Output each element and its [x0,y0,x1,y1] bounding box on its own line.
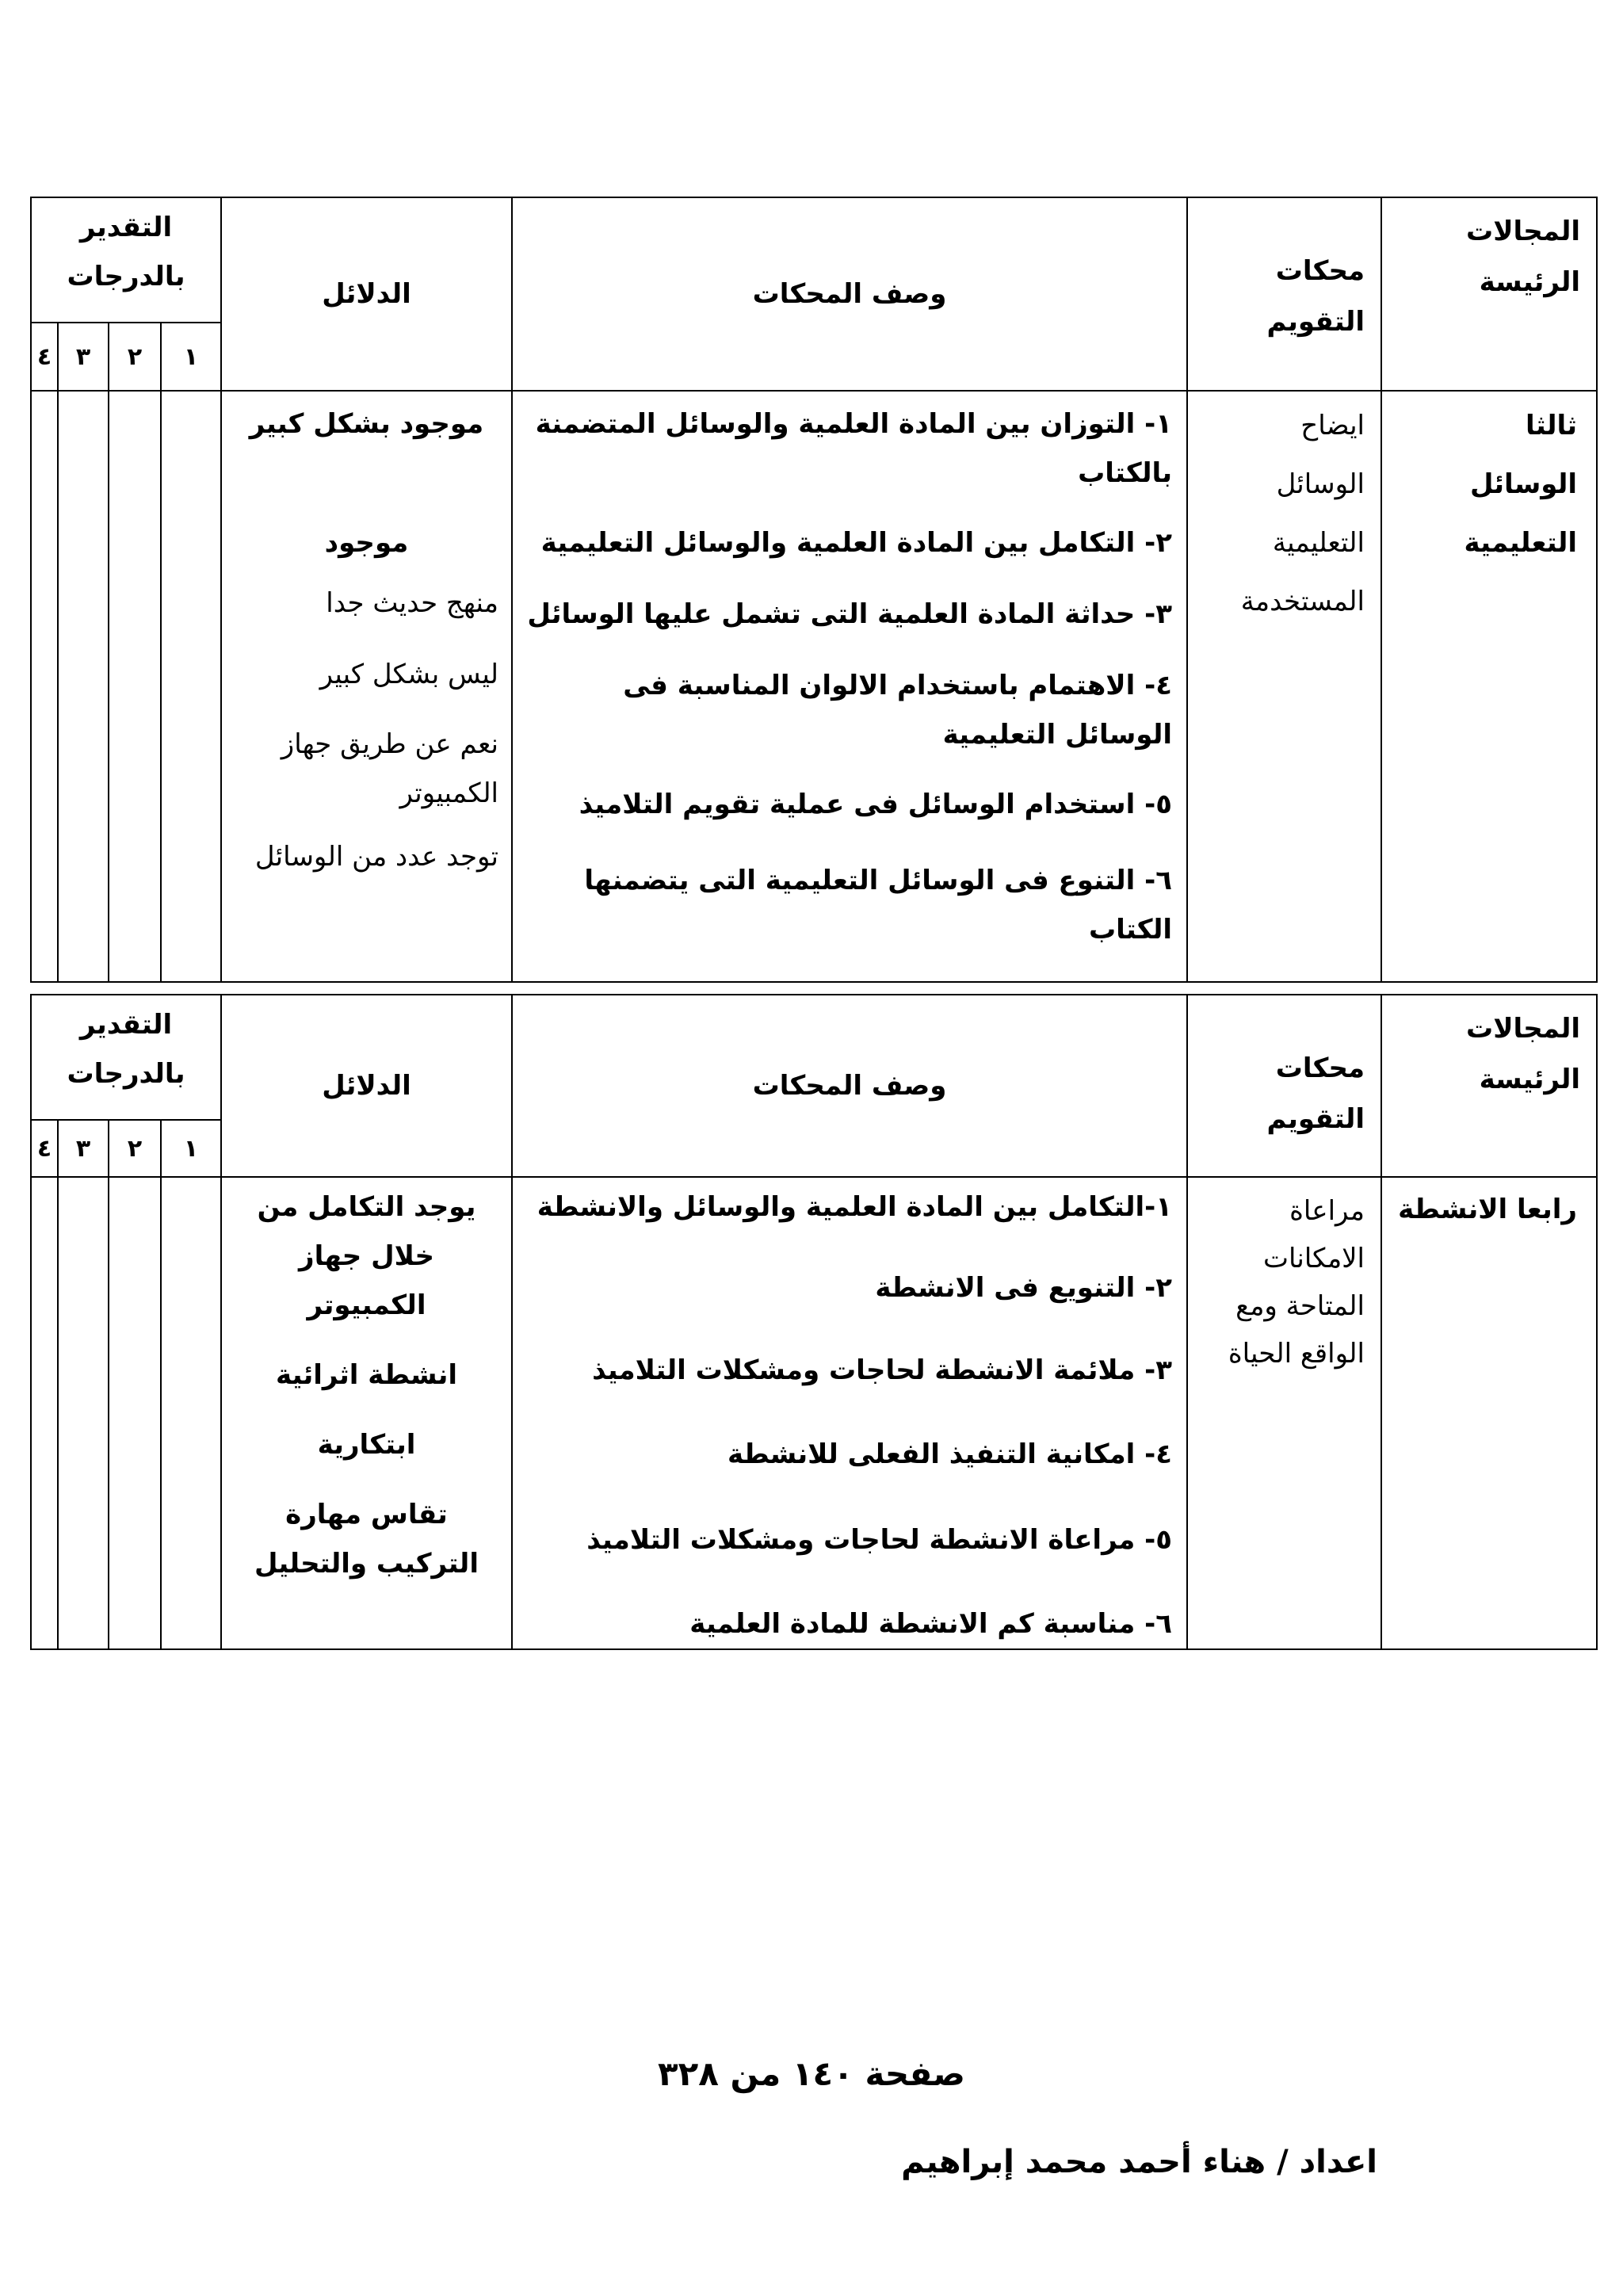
grade-2: ٢ [109,1120,161,1177]
criterion-item: ٤- امكانية التنفيذ الفعلى للانشطة [727,1438,1172,1470]
grade-cell [31,391,58,982]
evidence-item: ليس بشكل كبير [319,659,498,690]
grade-4: ٤ [31,323,58,391]
evidence-item: نعم عن طريق جهاز الكمبيوتر [281,728,498,809]
criterion-item: ١- التوزان بين المادة العلمية والوسائل المتضمنة بالكتاب [535,408,1172,489]
grade-cell [58,391,109,982]
section4-majal: رابعا الانشطة [1381,1177,1597,1649]
evidence-item: انشطة اثرائية [275,1359,458,1391]
section4-criteria [512,1177,1187,1649]
section3-criteria [512,391,1187,982]
grade-1: ١ [161,323,221,391]
section3-majal: ثالثا الوسائل التعليمية [1381,391,1597,982]
header-taqdir: التقدير بالدرجات [31,995,221,1120]
evaluation-table-section3 [30,197,1598,983]
criterion-item: ٥- مراعاة الانشطة لحاجات ومشكلات التلاميذ [586,1524,1172,1556]
criterion-item: ٦- مناسبة كم الانشطة للمادة العلمية [689,1608,1172,1640]
grade-cell [109,391,161,982]
evidence-item: يوجد التكامل من خلال جهاز الكمبيوتر [257,1191,476,1321]
header-wasf: وصف المحكات [512,197,1187,391]
header-mahakat: محكات التقويم [1187,995,1381,1177]
evidence-item: توجد عدد من الوسائل [254,841,498,873]
grade-cell [31,1177,58,1649]
grade-2: ٢ [109,323,161,391]
criterion-item: ٦- التنوع فى الوسائل التعليمية التى يتضمنها الكتاب [584,865,1172,946]
grade-1: ١ [161,1120,221,1177]
header-dalail: الدلائل [221,995,512,1177]
evidence-item: منهج حديث جدا [326,587,498,619]
header-wasf: وصف المحكات [512,995,1187,1177]
grade-cell [109,1177,161,1649]
grade-3: ٣ [58,1120,109,1177]
criterion-item: ٢- التكامل بين المادة العلمية والوسائل التعليمية [540,527,1172,559]
criterion-item: ٥- استخدام الوسائل فى عملية تقويم التلاميذ [579,789,1172,820]
header-taqdir: التقدير بالدرجات [31,197,221,323]
page-number: صفحة ١٤٠ من ٣٢٨ [657,2054,966,2093]
header-mahakat: محكات التقويم [1187,197,1381,391]
evidence-item: موجود بشكل كبير [249,408,484,440]
header-majalat: المجالات الرئيسة [1381,995,1597,1177]
header-dalail: الدلائل [221,197,512,391]
section3-evidence [221,391,512,982]
evaluation-table-section4 [30,994,1598,1650]
grade-cell [161,391,221,982]
criterion-item: ٤- الاهتمام باستخدام الالوان المناسبة فى الوسائل التعليمية [623,670,1172,751]
criterion-item: ١-التكامل بين المادة العلمية والوسائل والانشطة [537,1191,1172,1223]
criterion-item: ٢- التنويع فى الانشطة [875,1272,1172,1304]
evidence-item: موجود [324,527,409,559]
evidence-item: تقاس مهارة التركيب والتحليل [254,1499,479,1580]
grade-cell [58,1177,109,1649]
criterion-item: ٣- حداثة المادة العلمية التى تشمل عليها الوسائل [527,598,1172,630]
header-majalat: المجالات الرئيسة [1381,197,1597,391]
grade-cell [161,1177,221,1649]
section4-mahak: مراعاة الامكانات المتاحة ومع الواقع الحياة [1187,1177,1381,1649]
grade-3: ٣ [58,323,109,391]
section4-evidence [221,1177,512,1649]
grade-4: ٤ [31,1120,58,1177]
evidence-item: ابتكارية [317,1429,416,1461]
criterion-item: ٣- ملائمة الانشطة لحاجات ومشكلات التلاميذ [592,1354,1172,1386]
author-credit: اعداد / هناء أحمد محمد إبراهيم [901,2144,1377,2180]
section3-mahak: ايضاح الوسائل التعليمية المستخدمة [1187,391,1381,982]
